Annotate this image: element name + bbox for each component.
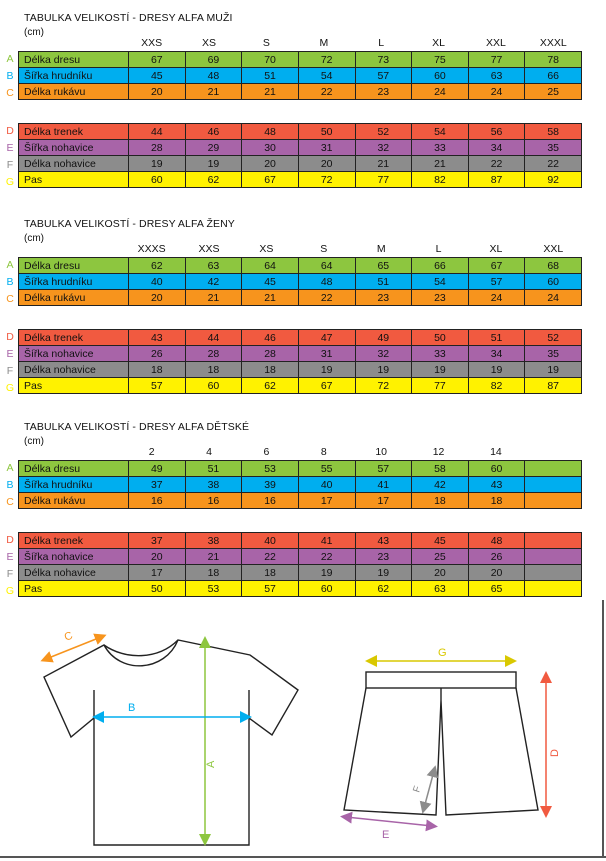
measurement-cell: 28 (185, 346, 242, 362)
row-letter: B (6, 70, 14, 82)
size-header: 6 (263, 446, 270, 458)
measurement-cell: 60 (298, 581, 355, 597)
measurement-cell: 18 (185, 565, 242, 581)
measurement-cell: 62 (185, 172, 242, 188)
row-label: Šířka hrudníku (19, 477, 129, 493)
measurement-cell: 57 (129, 378, 186, 394)
table-row (19, 493, 582, 509)
jersey-measurements-table (18, 460, 582, 509)
size-header: 4 (206, 446, 212, 458)
table-row (19, 52, 582, 68)
page-frame-right (602, 600, 604, 858)
measurement-cell: 46 (242, 330, 299, 346)
size-table-section (0, 8, 606, 203)
measurement-cell (525, 565, 582, 581)
size-header: S (262, 37, 270, 49)
row-letter: A (6, 53, 14, 65)
tshirt-outline (44, 640, 298, 845)
measurement-cell: 57 (242, 581, 299, 597)
size-header: S (320, 243, 328, 255)
measurement-cell: 43 (355, 533, 412, 549)
size-header (525, 446, 582, 458)
measurement-cell: 19 (525, 362, 582, 378)
row-label: Šířka nohavice (19, 140, 129, 156)
table-row (19, 290, 582, 306)
measurement-cell: 21 (185, 84, 242, 100)
page-frame-bottom (0, 856, 606, 858)
row-letter: G (5, 382, 15, 394)
table-row (19, 84, 582, 100)
measurement-cell: 18 (242, 565, 299, 581)
measurement-cell: 23 (412, 290, 469, 306)
size-header: L (378, 37, 385, 49)
row-letter: D (6, 125, 14, 137)
measurement-cell: 42 (185, 274, 242, 290)
measurement-cell: 38 (185, 477, 242, 493)
measurement-cell: 26 (129, 346, 186, 362)
measurement-cell: 69 (185, 52, 242, 68)
table-row (19, 461, 582, 477)
measurement-cell: 49 (355, 330, 412, 346)
measurement-cell: 29 (185, 140, 242, 156)
measurement-cell: 18 (129, 362, 186, 378)
size-header-row (123, 446, 582, 458)
row-label: Délka rukávu (19, 84, 129, 100)
measurement-cell (525, 461, 582, 477)
measurement-cell: 18 (412, 493, 469, 509)
row-letter: F (6, 159, 14, 171)
measurement-cell (525, 581, 582, 597)
row-letter: F (6, 365, 14, 377)
size-header: 12 (432, 446, 445, 458)
diagram-label-e: E (382, 829, 390, 841)
measurement-cell: 60 (185, 378, 242, 394)
measurement-cell: 24 (412, 84, 469, 100)
measurement-cell: 51 (355, 274, 412, 290)
diagram-label-d: D (549, 749, 561, 757)
row-label: Délka nohavice (19, 156, 129, 172)
measurement-cell: 63 (468, 68, 525, 84)
measurement-cell: 67 (129, 52, 186, 68)
measurement-cell: 31 (298, 346, 355, 362)
measurement-cell: 34 (468, 140, 525, 156)
measurement-cell: 19 (468, 362, 525, 378)
measurement-cell: 23 (355, 84, 412, 100)
measurement-cell: 64 (242, 258, 299, 274)
shorts-outline (344, 672, 538, 815)
size-header: 10 (375, 446, 388, 458)
measurement-cell: 67 (242, 172, 299, 188)
size-header: XXL (543, 243, 564, 255)
measurement-cell: 19 (129, 156, 186, 172)
size-header: 2 (148, 446, 155, 458)
measurement-cell: 26 (468, 549, 525, 565)
measurement-cell: 63 (412, 581, 469, 597)
measurement-cell: 22 (298, 84, 355, 100)
measurement-cell: 24 (525, 290, 582, 306)
size-header: M (376, 243, 386, 255)
measurement-cell: 54 (412, 274, 469, 290)
measurement-cell: 22 (468, 156, 525, 172)
size-header: M (319, 37, 329, 49)
measurement-cell: 57 (468, 274, 525, 290)
row-letter: E (6, 551, 14, 563)
measurement-cell: 16 (129, 493, 186, 509)
row-letter: C (6, 293, 14, 305)
row-letter: D (6, 331, 14, 343)
measurement-cell: 87 (468, 172, 525, 188)
measurement-cell: 56 (468, 124, 525, 140)
measurement-cell: 44 (185, 330, 242, 346)
row-label: Šířka nohavice (19, 346, 129, 362)
measurement-cell: 50 (298, 124, 355, 140)
measurement-cell: 21 (185, 290, 242, 306)
diagram-label-g: G (438, 647, 447, 659)
measurement-cell: 19 (185, 156, 242, 172)
size-header: XL (489, 243, 503, 255)
measurement-cell: 20 (242, 156, 299, 172)
measurement-cell (525, 533, 582, 549)
diagram-label-a: A (205, 760, 217, 768)
measurement-cell: 48 (242, 124, 299, 140)
row-label: Pas (19, 172, 129, 188)
table-row (19, 581, 582, 597)
row-label: Délka trenek (19, 124, 129, 140)
table-title: TABULKA VELIKOSTÍ - DRESY ALFA DĚTSKÉ (24, 421, 250, 433)
measurement-cell: 35 (525, 140, 582, 156)
measurement-cell: 20 (129, 84, 186, 100)
row-letter: B (6, 479, 14, 491)
table-row (19, 378, 582, 394)
measurement-cell: 54 (298, 68, 355, 84)
diagram-label-f: F (411, 784, 424, 794)
measurement-cell: 42 (412, 477, 469, 493)
row-letter: D (6, 534, 14, 546)
measurement-cell: 19 (355, 362, 412, 378)
diagram-label-c: C (62, 629, 75, 644)
measurement-cell: 58 (525, 124, 582, 140)
size-table-section (0, 214, 606, 409)
measurement-cell: 16 (185, 493, 242, 509)
row-label: Délka trenek (19, 533, 129, 549)
size-header: XXL (486, 37, 506, 49)
measurement-cell: 58 (412, 461, 469, 477)
shorts-measurements-table (18, 123, 582, 188)
measurement-cell: 66 (412, 258, 469, 274)
measurement-cell: 72 (355, 378, 412, 394)
measurement-cell: 60 (412, 68, 469, 84)
measurement-cell: 54 (412, 124, 469, 140)
measurement-cell: 73 (355, 52, 412, 68)
measurement-cell: 77 (412, 378, 469, 394)
measurement-cell: 49 (129, 461, 186, 477)
row-label: Délka rukávu (19, 290, 129, 306)
measurement-cell: 62 (242, 378, 299, 394)
unit-label: (cm) (24, 436, 44, 447)
measurement-cell: 28 (242, 346, 299, 362)
measurement-cell: 22 (298, 549, 355, 565)
measurement-cell (525, 549, 582, 565)
table-row (19, 330, 582, 346)
size-table-section (0, 417, 606, 612)
size-header: XXS (141, 37, 163, 49)
row-label: Délka nohavice (19, 565, 129, 581)
row-letter: G (5, 585, 15, 597)
measurement-cell: 23 (355, 549, 412, 565)
measurement-cell: 75 (412, 52, 469, 68)
measurement-cell: 48 (185, 68, 242, 84)
measurement-cell: 20 (468, 565, 525, 581)
measurement-cell: 87 (525, 378, 582, 394)
measurement-cell: 18 (242, 362, 299, 378)
row-letter: F (6, 568, 14, 580)
arrow-e (346, 817, 432, 826)
measurement-cell: 65 (468, 581, 525, 597)
size-header: XXXL (539, 37, 567, 49)
measurement-cell: 60 (129, 172, 186, 188)
table-title: TABULKA VELIKOSTÍ - DRESY ALFA ŽENY (24, 218, 235, 230)
row-letter: C (6, 496, 14, 508)
measurement-cell: 40 (242, 533, 299, 549)
measurement-cell: 66 (525, 68, 582, 84)
measurement-cell: 48 (298, 274, 355, 290)
measurement-cell: 22 (298, 290, 355, 306)
measurement-cell: 20 (412, 565, 469, 581)
row-label: Šířka nohavice (19, 549, 129, 565)
measurement-cell: 35 (525, 346, 582, 362)
table-title: TABULKA VELIKOSTÍ - DRESY ALFA MUŽI (24, 12, 233, 24)
measurement-cell: 43 (468, 477, 525, 493)
row-label: Délka dresu (19, 461, 129, 477)
table-row (19, 172, 582, 188)
table-row (19, 549, 582, 565)
measurement-cell: 21 (355, 156, 412, 172)
size-header: L (435, 243, 442, 255)
size-header-row (123, 37, 582, 49)
measurement-cell: 22 (525, 156, 582, 172)
table-row (19, 565, 582, 581)
measurement-cell: 53 (185, 581, 242, 597)
table-row (19, 533, 582, 549)
measurement-cell: 31 (298, 140, 355, 156)
measurement-cell (525, 477, 582, 493)
measurement-cell: 46 (185, 124, 242, 140)
measurement-cell: 82 (468, 378, 525, 394)
measurement-cell: 50 (412, 330, 469, 346)
measurement-cell: 45 (412, 533, 469, 549)
jersey-measurements-table (18, 257, 582, 306)
measurement-cell: 92 (525, 172, 582, 188)
measurement-cell: 37 (129, 477, 186, 493)
measurement-cell: 48 (468, 533, 525, 549)
row-label: Pas (19, 378, 129, 394)
measurement-cell: 28 (129, 140, 186, 156)
measurement-cell: 55 (298, 461, 355, 477)
measurement-cell: 72 (298, 52, 355, 68)
measurement-cell: 21 (242, 290, 299, 306)
measurement-cell: 43 (129, 330, 186, 346)
measurement-cell: 52 (525, 330, 582, 346)
size-header: XXXS (137, 243, 166, 255)
measurement-cell: 25 (525, 84, 582, 100)
unit-label: (cm) (24, 233, 44, 244)
measurement-cell: 32 (355, 140, 412, 156)
row-letter: A (6, 259, 14, 271)
measurement-cell: 41 (298, 533, 355, 549)
table-row (19, 124, 582, 140)
measurement-cell: 68 (525, 258, 582, 274)
measurement-cell: 44 (129, 124, 186, 140)
measurement-cell: 72 (298, 172, 355, 188)
measurement-cell: 37 (129, 533, 186, 549)
table-row (19, 274, 582, 290)
row-label: Délka rukávu (19, 493, 129, 509)
row-letter: B (6, 276, 14, 288)
measurement-cell: 17 (355, 493, 412, 509)
measurement-cell: 77 (355, 172, 412, 188)
table-row (19, 258, 582, 274)
measurement-cell: 53 (242, 461, 299, 477)
table-row (19, 156, 582, 172)
measurement-cell: 51 (468, 330, 525, 346)
measurement-cell: 30 (242, 140, 299, 156)
measurement-cell: 25 (412, 549, 469, 565)
measurement-cell: 62 (129, 258, 186, 274)
measurement-cell: 41 (355, 477, 412, 493)
diagram-label-b: B (128, 702, 136, 714)
measurement-cell: 22 (242, 549, 299, 565)
measurement-cell: 21 (412, 156, 469, 172)
row-label: Šířka hrudníku (19, 274, 129, 290)
table-row (19, 362, 582, 378)
shorts-measurements-table (18, 532, 582, 597)
measurement-cell: 78 (525, 52, 582, 68)
measurement-cell: 67 (298, 378, 355, 394)
measurement-cell: 18 (468, 493, 525, 509)
measurement-cell: 19 (355, 565, 412, 581)
row-letter: E (6, 142, 14, 154)
measurement-cell: 51 (242, 68, 299, 84)
measurement-cell: 45 (242, 274, 299, 290)
measurement-cell: 40 (298, 477, 355, 493)
size-header: 14 (490, 446, 502, 458)
unit-label: (cm) (24, 27, 44, 38)
measurement-cell: 21 (242, 84, 299, 100)
measurement-cell: 24 (468, 84, 525, 100)
measurement-cell: 16 (242, 493, 299, 509)
measurement-diagram (0, 620, 606, 861)
measurement-cell: 33 (412, 140, 469, 156)
measurement-cell: 64 (298, 258, 355, 274)
measurement-cell: 57 (355, 68, 412, 84)
row-letter: A (6, 462, 14, 474)
measurement-cell: 50 (129, 581, 186, 597)
measurement-cell: 34 (468, 346, 525, 362)
measurement-cell: 21 (185, 549, 242, 565)
jersey-measurements-table (18, 51, 582, 100)
shorts-measurements-table (18, 329, 582, 394)
measurement-cell: 24 (468, 290, 525, 306)
arrow-f (424, 771, 434, 808)
measurement-cell: 45 (129, 68, 186, 84)
table-row (19, 477, 582, 493)
size-header-row (123, 243, 582, 255)
measurement-cell: 82 (412, 172, 469, 188)
row-letter: E (6, 348, 14, 360)
measurement-cell: 39 (242, 477, 299, 493)
measurement-cell: 20 (129, 549, 186, 565)
measurement-cell: 40 (129, 274, 186, 290)
measurement-cell: 60 (525, 274, 582, 290)
row-label: Délka dresu (19, 258, 129, 274)
size-header: XS (202, 37, 217, 49)
measurement-cell: 62 (355, 581, 412, 597)
size-header: 8 (320, 446, 327, 458)
size-header: XS (259, 243, 274, 255)
measurement-cell: 17 (129, 565, 186, 581)
row-label: Pas (19, 581, 129, 597)
row-label: Délka dresu (19, 52, 129, 68)
measurement-cell: 70 (242, 52, 299, 68)
measurement-cell: 67 (468, 258, 525, 274)
measurement-cell: 19 (412, 362, 469, 378)
measurement-cell: 52 (355, 124, 412, 140)
measurement-cell: 51 (185, 461, 242, 477)
row-label: Délka nohavice (19, 362, 129, 378)
measurement-cell (525, 493, 582, 509)
table-row (19, 346, 582, 362)
measurement-cell: 17 (298, 493, 355, 509)
measurement-cell: 65 (355, 258, 412, 274)
measurement-cell: 20 (298, 156, 355, 172)
row-label: Šířka hrudníku (19, 68, 129, 84)
measurement-cell: 18 (185, 362, 242, 378)
measurement-cell: 23 (355, 290, 412, 306)
size-header: XXS (198, 243, 220, 255)
measurement-cell: 63 (185, 258, 242, 274)
row-letter: G (5, 176, 15, 188)
measurement-cell: 32 (355, 346, 412, 362)
table-row (19, 140, 582, 156)
measurement-cell: 77 (468, 52, 525, 68)
row-letter: C (6, 87, 14, 99)
measurement-cell: 47 (298, 330, 355, 346)
row-label: Délka trenek (19, 330, 129, 346)
measurement-cell: 60 (468, 461, 525, 477)
measurement-cell: 57 (355, 461, 412, 477)
table-row (19, 68, 582, 84)
measurement-cell: 38 (185, 533, 242, 549)
measurement-cell: 19 (298, 565, 355, 581)
measurement-cell: 33 (412, 346, 469, 362)
size-header: XL (432, 37, 445, 49)
measurement-cell: 19 (298, 362, 355, 378)
measurement-cell: 20 (129, 290, 186, 306)
